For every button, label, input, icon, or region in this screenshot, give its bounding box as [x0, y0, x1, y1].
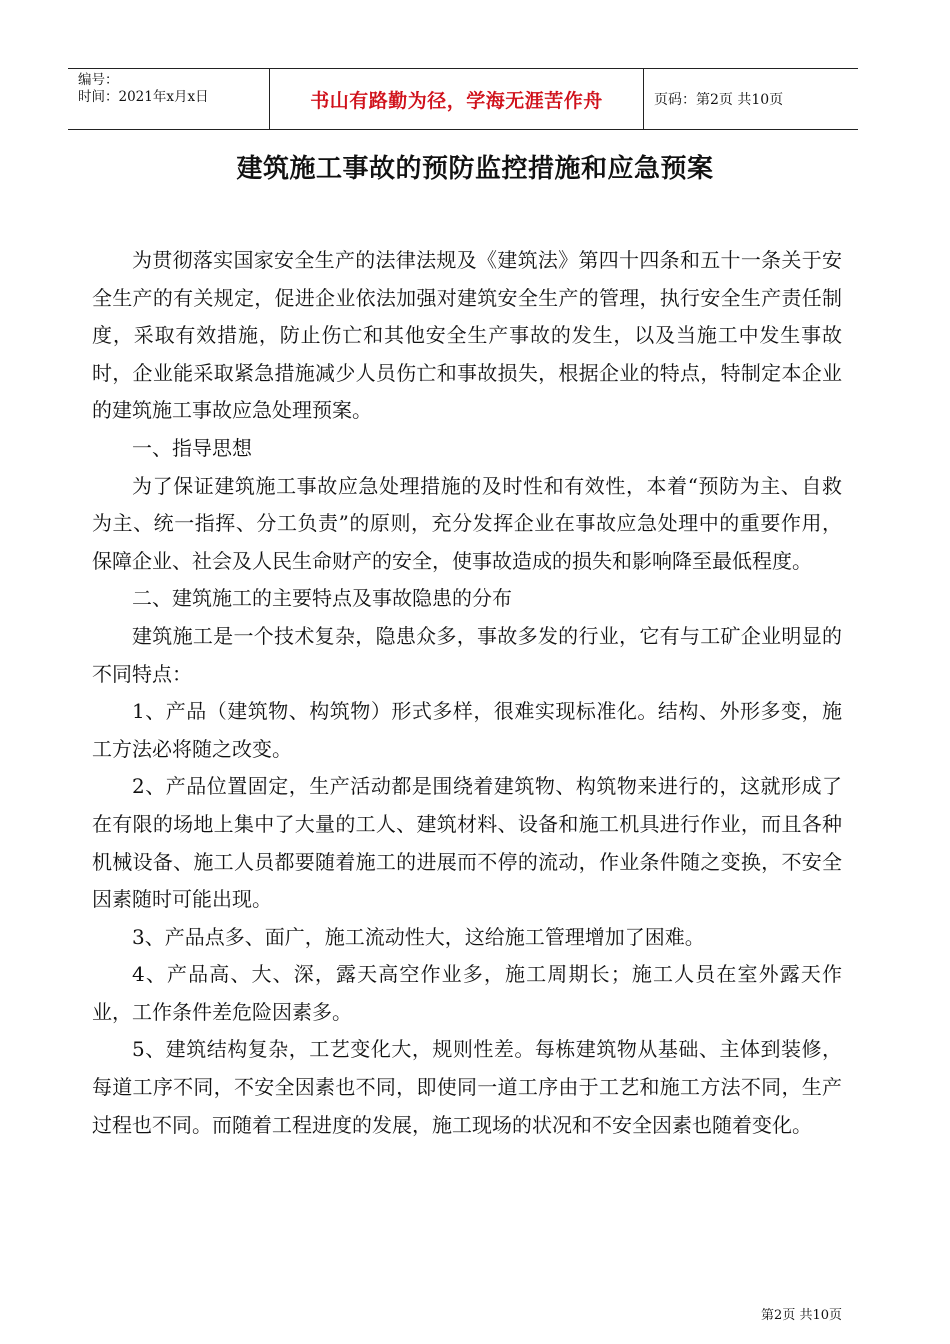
list-item-4: 4、产品高、大、深，露天高空作业多，施工周期长；施工人员在室外露天作业，工作条件差危险因素多。 — [92, 962, 842, 1024]
header-page-number: 页码：第2页 共10页 — [654, 92, 784, 108]
paragraph-intro: 为贯彻落实国家安全生产的法律法规及《建筑法》第四十四条和五十一条关于安全生产的有关规定，促进企业依法加强对建筑安全生产的管理，执行安全生产责任制度，采取有效措施，防止伤亡和其他安全生产事故的发生，以及当施工中发生事故时，企业能采取紧急措施减少人员伤亡和事故损失，根据企业的特点，特制定本企业的建筑施工事故应急处理预案。 — [92, 248, 842, 423]
page-footer: 第2页 共10页 — [761, 1308, 842, 1323]
document-body — [92, 242, 842, 1144]
document-number-label: 编号： — [78, 72, 119, 88]
document-title: 建筑施工事故的预防监控措施和应急预案 — [236, 154, 714, 184]
list-item-2: 2、产品位置固定，生产活动都是围绕着建筑物、构筑物来进行的，这就形成了在有限的场地上集中了大量的工人、建筑材料、设备和施工机具进行作业，而且各种机械设备、施工人员都要随着施工的进展而不停的流动，作业条件随之变换，不安全因素随时可能出现。 — [92, 774, 842, 912]
section-heading-1: 一、指导思想 — [132, 435, 252, 460]
list-item-3: 3、产品点多、面广，施工流动性大，这给施工管理增加了困难。 — [132, 924, 705, 949]
header-motto: 书山有路勤为径，学海无涯苦作舟 — [270, 69, 644, 129]
paragraph-industry-overview: 建筑施工是一个技术复杂，隐患众多，事故多发的行业，它有与工矿企业明显的不同特点： — [92, 623, 842, 686]
list-item-5: 5、建筑结构复杂，工艺变化大，规则性差。每栋建筑物从基础、主体到装修，每道工序不同，不安全因素也不同，即使同一道工序由于工艺和施工方法不同，生产过程也不同。而随着工程进度的发展，施工现场的状况和不安全因素也随着变化。 — [92, 1037, 842, 1137]
header-meta — [68, 69, 270, 129]
paragraph-guiding-principle: 为了保证建筑施工事故应急处理措施的及时性和有效性，本着“预防为主、自救为主、统一指挥、分工负责”的原则，充分发挥企业在事故应急处理中的重要作用，保障企业、社会及人民生命财产的安全，使事故造成的损失和影响降至最低程度。 — [92, 473, 842, 573]
document-time-label: 时间：2021年x月x日 — [78, 89, 209, 105]
list-item-1: 1、产品（建筑物、构筑物）形式多样，很难实现标准化。结构、外形多变，施工方法必将随之改变。 — [92, 699, 842, 761]
section-heading-2: 二、建筑施工的主要特点及事故隐患的分布 — [132, 586, 512, 611]
page-header — [68, 68, 858, 130]
